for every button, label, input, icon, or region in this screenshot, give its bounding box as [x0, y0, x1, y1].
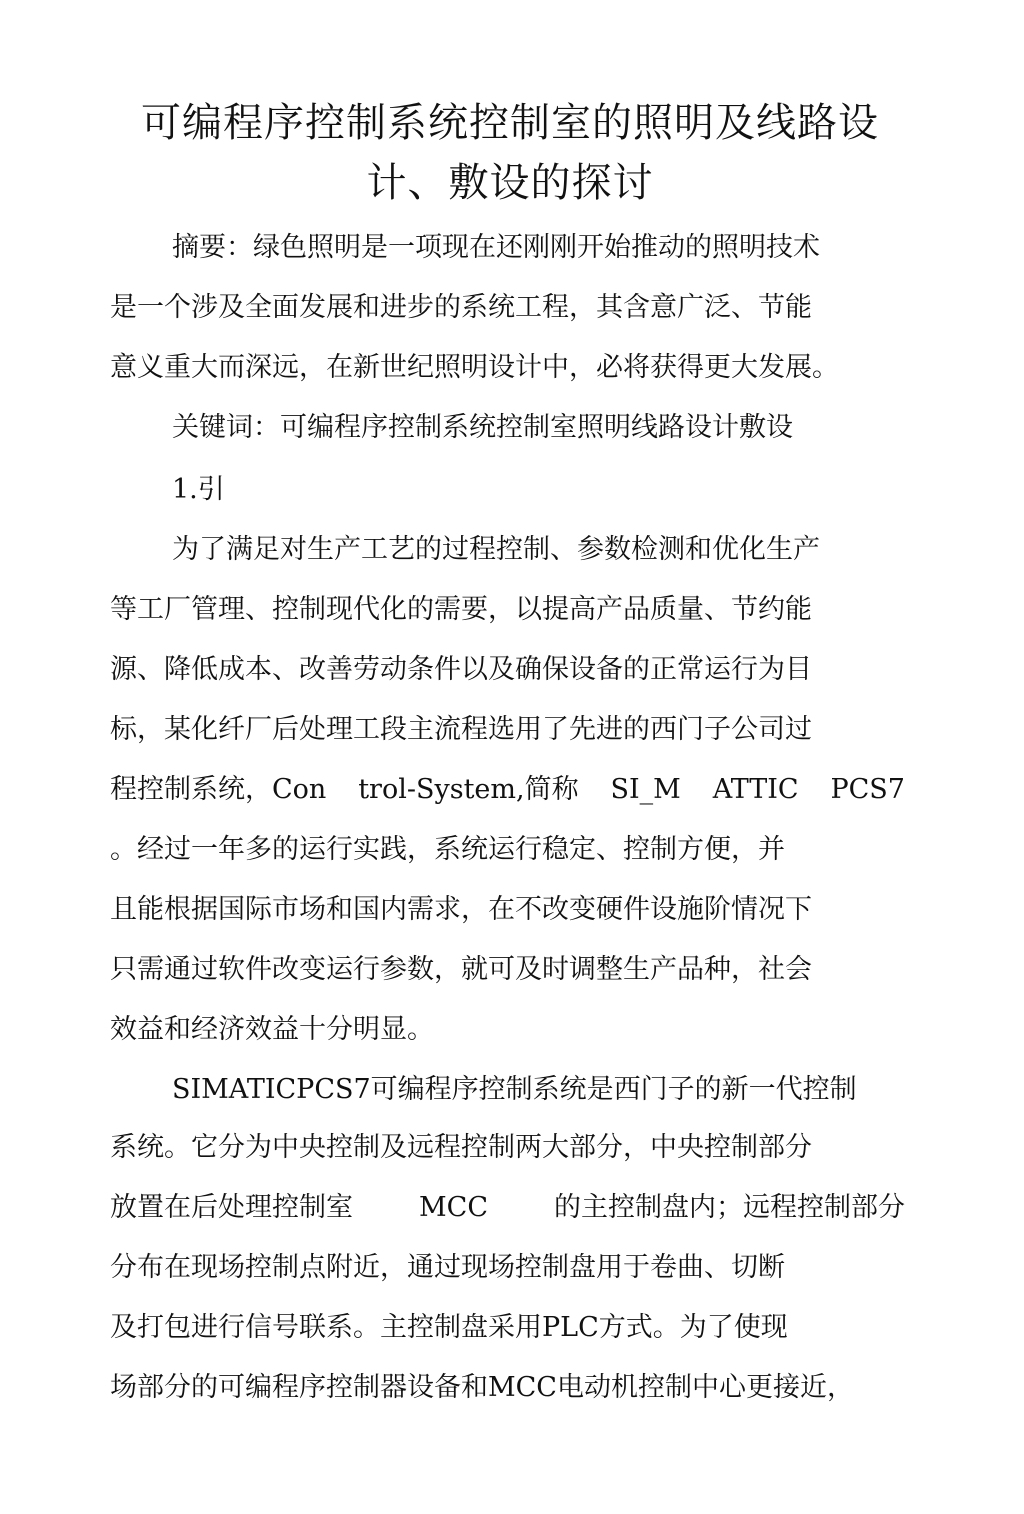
- paragraph-1-line-5-part-4: ATTIC: [712, 774, 799, 805]
- paragraph-2-line-6: 场部分的可编程序控制器设备和MCC电动机控制中心更接近，: [110, 1372, 854, 1403]
- paragraph-2-line-3-part-3: 的主控制盘内；远程控制部分: [554, 1192, 905, 1223]
- paragraph-1-line-9: 效益和经济效益十分明显。: [110, 1014, 434, 1045]
- paragraph-1-line-4: 标，某化纤厂后处理工段主流程选用了先进的西门子公司过: [110, 714, 812, 745]
- document-title-line-1: 可编程序控制系统控制室的照明及线路设: [141, 100, 879, 146]
- abstract-line-3: 意义重大而深远，在新世纪照明设计中，必将获得更大发展。: [110, 352, 839, 383]
- paragraph-1-line-7: 且能根据国际市场和国内需求，在不改变硬件设施阶情况下: [110, 894, 812, 925]
- paragraph-1-line-6: 。经过一年多的运行实践，系统运行稳定、控制方便，并: [110, 834, 785, 865]
- paragraph-2-line-4: 分布在现场控制点附近，通过现场控制盘用于卷曲、切断: [110, 1252, 785, 1283]
- keywords-line: 关键词：可编程序控制系统控制室照明线路设计敷设: [172, 412, 793, 443]
- paragraph-2-line-2: 系统。它分为中央控制及远程控制两大部分，中央控制部分: [110, 1132, 812, 1163]
- abstract-line-2: 是一个涉及全面发展和进步的系统工程，其含意广泛、节能: [110, 292, 812, 323]
- paragraph-1-line-8: 只需通过软件改变运行参数，就可及时调整生产品种，社会: [110, 954, 812, 985]
- paragraph-1-line-2: 等工厂管理、控制现代化的需要，以提高产品质量、节约能: [110, 594, 812, 625]
- paragraph-2-line-3-part-1: 放置在后处理控制室: [110, 1192, 353, 1223]
- paragraph-2-line-3: [110, 1188, 905, 1228]
- paragraph-1-line-5: [110, 770, 905, 810]
- abstract-line-1: 摘要：绿色照明是一项现在还刚刚开始推动的照明技术: [172, 232, 820, 263]
- paragraph-1-line-5-part-2: trol-System,简称: [358, 774, 579, 805]
- paragraph-2-line-5: 及打包进行信号联系。主控制盘采用PLC方式。为了使现: [110, 1312, 788, 1343]
- paragraph-1-line-1: 为了满足对生产工艺的过程控制、参数检测和优化生产: [172, 534, 820, 565]
- paragraph-2-line-1: SIMATICPCS7可编程序控制系统是西门子的新一代控制: [172, 1074, 857, 1105]
- paragraph-1-line-5-part-3: SI_M: [610, 774, 681, 805]
- paragraph-1-line-5-part-5: PCS7: [830, 774, 905, 805]
- paragraph-1-line-5-part-1: 程控制系统，Con: [110, 774, 327, 805]
- document-title-line-2: 计、敷设的探讨: [366, 160, 654, 206]
- section-heading: 1.引: [172, 474, 225, 505]
- paragraph-2-line-3-part-2: MCC: [419, 1192, 488, 1223]
- paragraph-1-line-3: 源、降低成本、改善劳动条件以及确保设备的正常运行为目: [110, 654, 812, 685]
